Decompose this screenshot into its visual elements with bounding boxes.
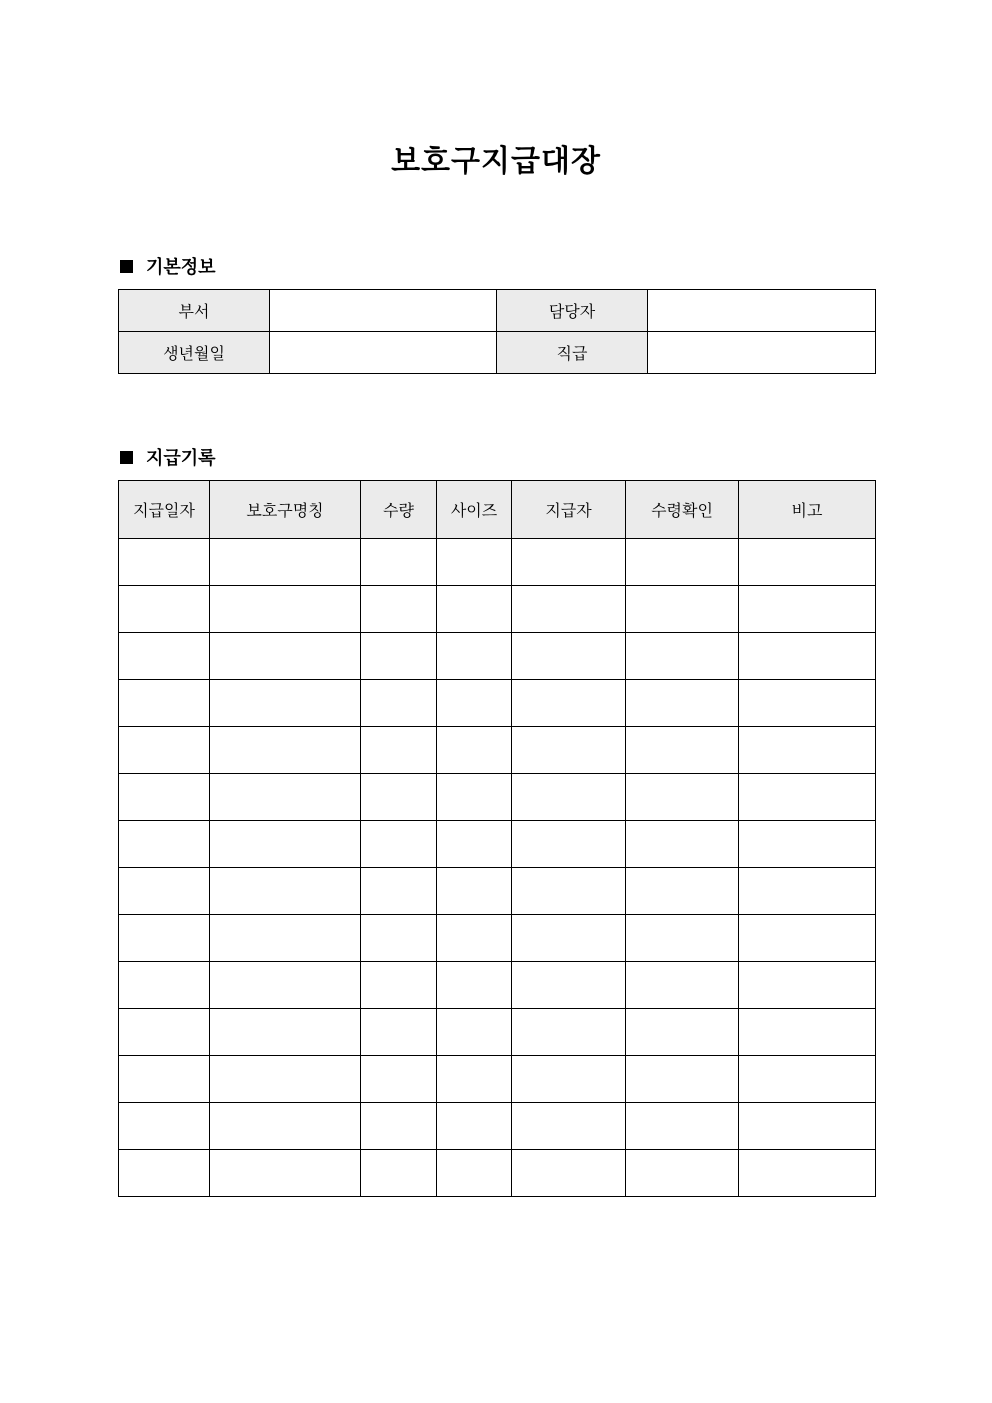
equipment-name-cell[interactable] xyxy=(210,1103,361,1150)
remarks-cell[interactable] xyxy=(739,1009,876,1056)
issue-date-cell[interactable] xyxy=(119,915,210,962)
size-cell[interactable] xyxy=(437,774,512,821)
quantity-cell[interactable] xyxy=(361,868,437,915)
remarks-cell[interactable] xyxy=(739,1056,876,1103)
manager-field[interactable] xyxy=(648,290,876,332)
equipment-name-cell[interactable] xyxy=(210,539,361,586)
birthdate-field[interactable] xyxy=(270,332,497,374)
quantity-cell[interactable] xyxy=(361,727,437,774)
issue-records-body xyxy=(119,539,876,1197)
issuer-cell[interactable] xyxy=(512,915,626,962)
basic-info-row xyxy=(119,332,876,374)
issue-date-cell[interactable] xyxy=(119,1056,210,1103)
equipment-name-cell[interactable] xyxy=(210,680,361,727)
table-row xyxy=(119,680,876,727)
remarks-cell[interactable] xyxy=(739,539,876,586)
birthdate-label: 생년월일 xyxy=(119,332,270,374)
quantity-cell[interactable] xyxy=(361,633,437,680)
issuer-cell[interactable] xyxy=(512,821,626,868)
issue-date-cell[interactable] xyxy=(119,1009,210,1056)
basic-info-table xyxy=(118,289,876,374)
remarks-cell[interactable] xyxy=(739,774,876,821)
equipment-name-cell[interactable] xyxy=(210,1056,361,1103)
issue-date-cell[interactable] xyxy=(119,821,210,868)
receipt-confirmation-cell[interactable] xyxy=(626,539,739,586)
issuer-cell[interactable] xyxy=(512,727,626,774)
quantity-cell[interactable] xyxy=(361,539,437,586)
size-cell[interactable] xyxy=(437,633,512,680)
issuer-cell[interactable] xyxy=(512,633,626,680)
size-cell[interactable] xyxy=(437,727,512,774)
quantity-cell[interactable] xyxy=(361,1150,437,1197)
issue-records-heading-text: 지급기록 xyxy=(146,448,216,469)
receipt-confirmation-cell[interactable] xyxy=(626,1150,739,1197)
table-row xyxy=(119,727,876,774)
receipt-confirmation-cell[interactable] xyxy=(626,962,739,1009)
size-cell[interactable] xyxy=(437,1103,512,1150)
equipment-name-cell[interactable] xyxy=(210,633,361,680)
issuer-cell[interactable] xyxy=(512,1150,626,1197)
department-field[interactable] xyxy=(270,290,497,332)
issue-date-cell[interactable] xyxy=(119,586,210,633)
department-label: 부서 xyxy=(119,290,270,332)
receipt-confirmation-cell[interactable] xyxy=(626,774,739,821)
equipment-name-cell[interactable] xyxy=(210,962,361,1009)
equipment-name-cell[interactable] xyxy=(210,821,361,868)
quantity-cell[interactable] xyxy=(361,962,437,1009)
column-header-equipment-name: 보호구명칭 xyxy=(210,481,361,539)
remarks-cell[interactable] xyxy=(739,868,876,915)
quantity-cell[interactable] xyxy=(361,821,437,868)
issuer-cell[interactable] xyxy=(512,1056,626,1103)
issue-date-cell[interactable] xyxy=(119,633,210,680)
column-header-issue-date: 지급일자 xyxy=(119,481,210,539)
receipt-confirmation-cell[interactable] xyxy=(626,1009,739,1056)
table-row xyxy=(119,1150,876,1197)
issue-date-cell[interactable] xyxy=(119,539,210,586)
receipt-confirmation-cell[interactable] xyxy=(626,727,739,774)
remarks-cell[interactable] xyxy=(739,727,876,774)
table-row xyxy=(119,1009,876,1056)
receipt-confirmation-cell[interactable] xyxy=(626,633,739,680)
manager-label: 담당자 xyxy=(497,290,648,332)
issuer-cell[interactable] xyxy=(512,1009,626,1056)
receipt-confirmation-cell[interactable] xyxy=(626,821,739,868)
size-cell[interactable] xyxy=(437,586,512,633)
size-cell[interactable] xyxy=(437,539,512,586)
issue-date-cell[interactable] xyxy=(119,1150,210,1197)
table-row xyxy=(119,868,876,915)
remarks-cell[interactable] xyxy=(739,633,876,680)
position-field[interactable] xyxy=(648,332,876,374)
issue-date-cell[interactable] xyxy=(119,868,210,915)
quantity-cell[interactable] xyxy=(361,1009,437,1056)
issuer-cell[interactable] xyxy=(512,586,626,633)
size-cell[interactable] xyxy=(437,1056,512,1103)
table-row xyxy=(119,915,876,962)
equipment-name-cell[interactable] xyxy=(210,868,361,915)
equipment-name-cell[interactable] xyxy=(210,1150,361,1197)
table-row xyxy=(119,633,876,680)
size-cell[interactable] xyxy=(437,868,512,915)
quantity-cell[interactable] xyxy=(361,1103,437,1150)
equipment-name-cell[interactable] xyxy=(210,774,361,821)
column-header-quantity: 수량 xyxy=(361,481,437,539)
table-row xyxy=(119,962,876,1009)
table-header-row xyxy=(119,481,876,539)
square-bullet-icon xyxy=(120,260,133,273)
basic-info-heading xyxy=(120,253,216,279)
issue-date-cell[interactable] xyxy=(119,962,210,1009)
table-row xyxy=(119,774,876,821)
issue-date-cell[interactable] xyxy=(119,1103,210,1150)
receipt-confirmation-cell[interactable] xyxy=(626,868,739,915)
table-row xyxy=(119,539,876,586)
equipment-name-cell[interactable] xyxy=(210,586,361,633)
issuer-cell[interactable] xyxy=(512,539,626,586)
issuer-cell[interactable] xyxy=(512,962,626,1009)
quantity-cell[interactable] xyxy=(361,1056,437,1103)
column-header-size: 사이즈 xyxy=(437,481,512,539)
remarks-cell[interactable] xyxy=(739,1150,876,1197)
size-cell[interactable] xyxy=(437,680,512,727)
issue-date-cell[interactable] xyxy=(119,727,210,774)
column-header-issuer: 지급자 xyxy=(512,481,626,539)
table-row xyxy=(119,586,876,633)
remarks-cell[interactable] xyxy=(739,680,876,727)
receipt-confirmation-cell[interactable] xyxy=(626,680,739,727)
remarks-cell[interactable] xyxy=(739,586,876,633)
remarks-cell[interactable] xyxy=(739,1103,876,1150)
basic-info-heading-text: 기본정보 xyxy=(146,257,216,278)
remarks-cell[interactable] xyxy=(739,821,876,868)
remarks-cell[interactable] xyxy=(739,915,876,962)
issuer-cell[interactable] xyxy=(512,774,626,821)
table-row xyxy=(119,1103,876,1150)
receipt-confirmation-cell[interactable] xyxy=(626,1056,739,1103)
receipt-confirmation-cell[interactable] xyxy=(626,586,739,633)
issue-date-cell[interactable] xyxy=(119,680,210,727)
size-cell[interactable] xyxy=(437,821,512,868)
size-cell[interactable] xyxy=(437,1009,512,1056)
quantity-cell[interactable] xyxy=(361,774,437,821)
issue-date-cell[interactable] xyxy=(119,774,210,821)
issue-records-table xyxy=(118,480,876,1197)
receipt-confirmation-cell[interactable] xyxy=(626,1103,739,1150)
column-header-remarks: 비고 xyxy=(739,481,876,539)
equipment-name-cell[interactable] xyxy=(210,1009,361,1056)
issuer-cell[interactable] xyxy=(512,680,626,727)
square-bullet-icon xyxy=(120,451,133,464)
document-title: 보호구지급대장 xyxy=(391,144,601,179)
size-cell[interactable] xyxy=(437,1150,512,1197)
quantity-cell[interactable] xyxy=(361,915,437,962)
basic-info-row xyxy=(119,290,876,332)
equipment-name-cell[interactable] xyxy=(210,915,361,962)
issue-records-heading xyxy=(120,444,216,470)
quantity-cell[interactable] xyxy=(361,586,437,633)
size-cell[interactable] xyxy=(437,962,512,1009)
equipment-name-cell[interactable] xyxy=(210,727,361,774)
receipt-confirmation-cell[interactable] xyxy=(626,915,739,962)
position-label: 직급 xyxy=(497,332,648,374)
remarks-cell[interactable] xyxy=(739,962,876,1009)
column-header-receipt-confirmation: 수령확인 xyxy=(626,481,739,539)
issuer-cell[interactable] xyxy=(512,868,626,915)
table-row xyxy=(119,1056,876,1103)
issuer-cell[interactable] xyxy=(512,1103,626,1150)
table-row xyxy=(119,821,876,868)
quantity-cell[interactable] xyxy=(361,680,437,727)
size-cell[interactable] xyxy=(437,915,512,962)
